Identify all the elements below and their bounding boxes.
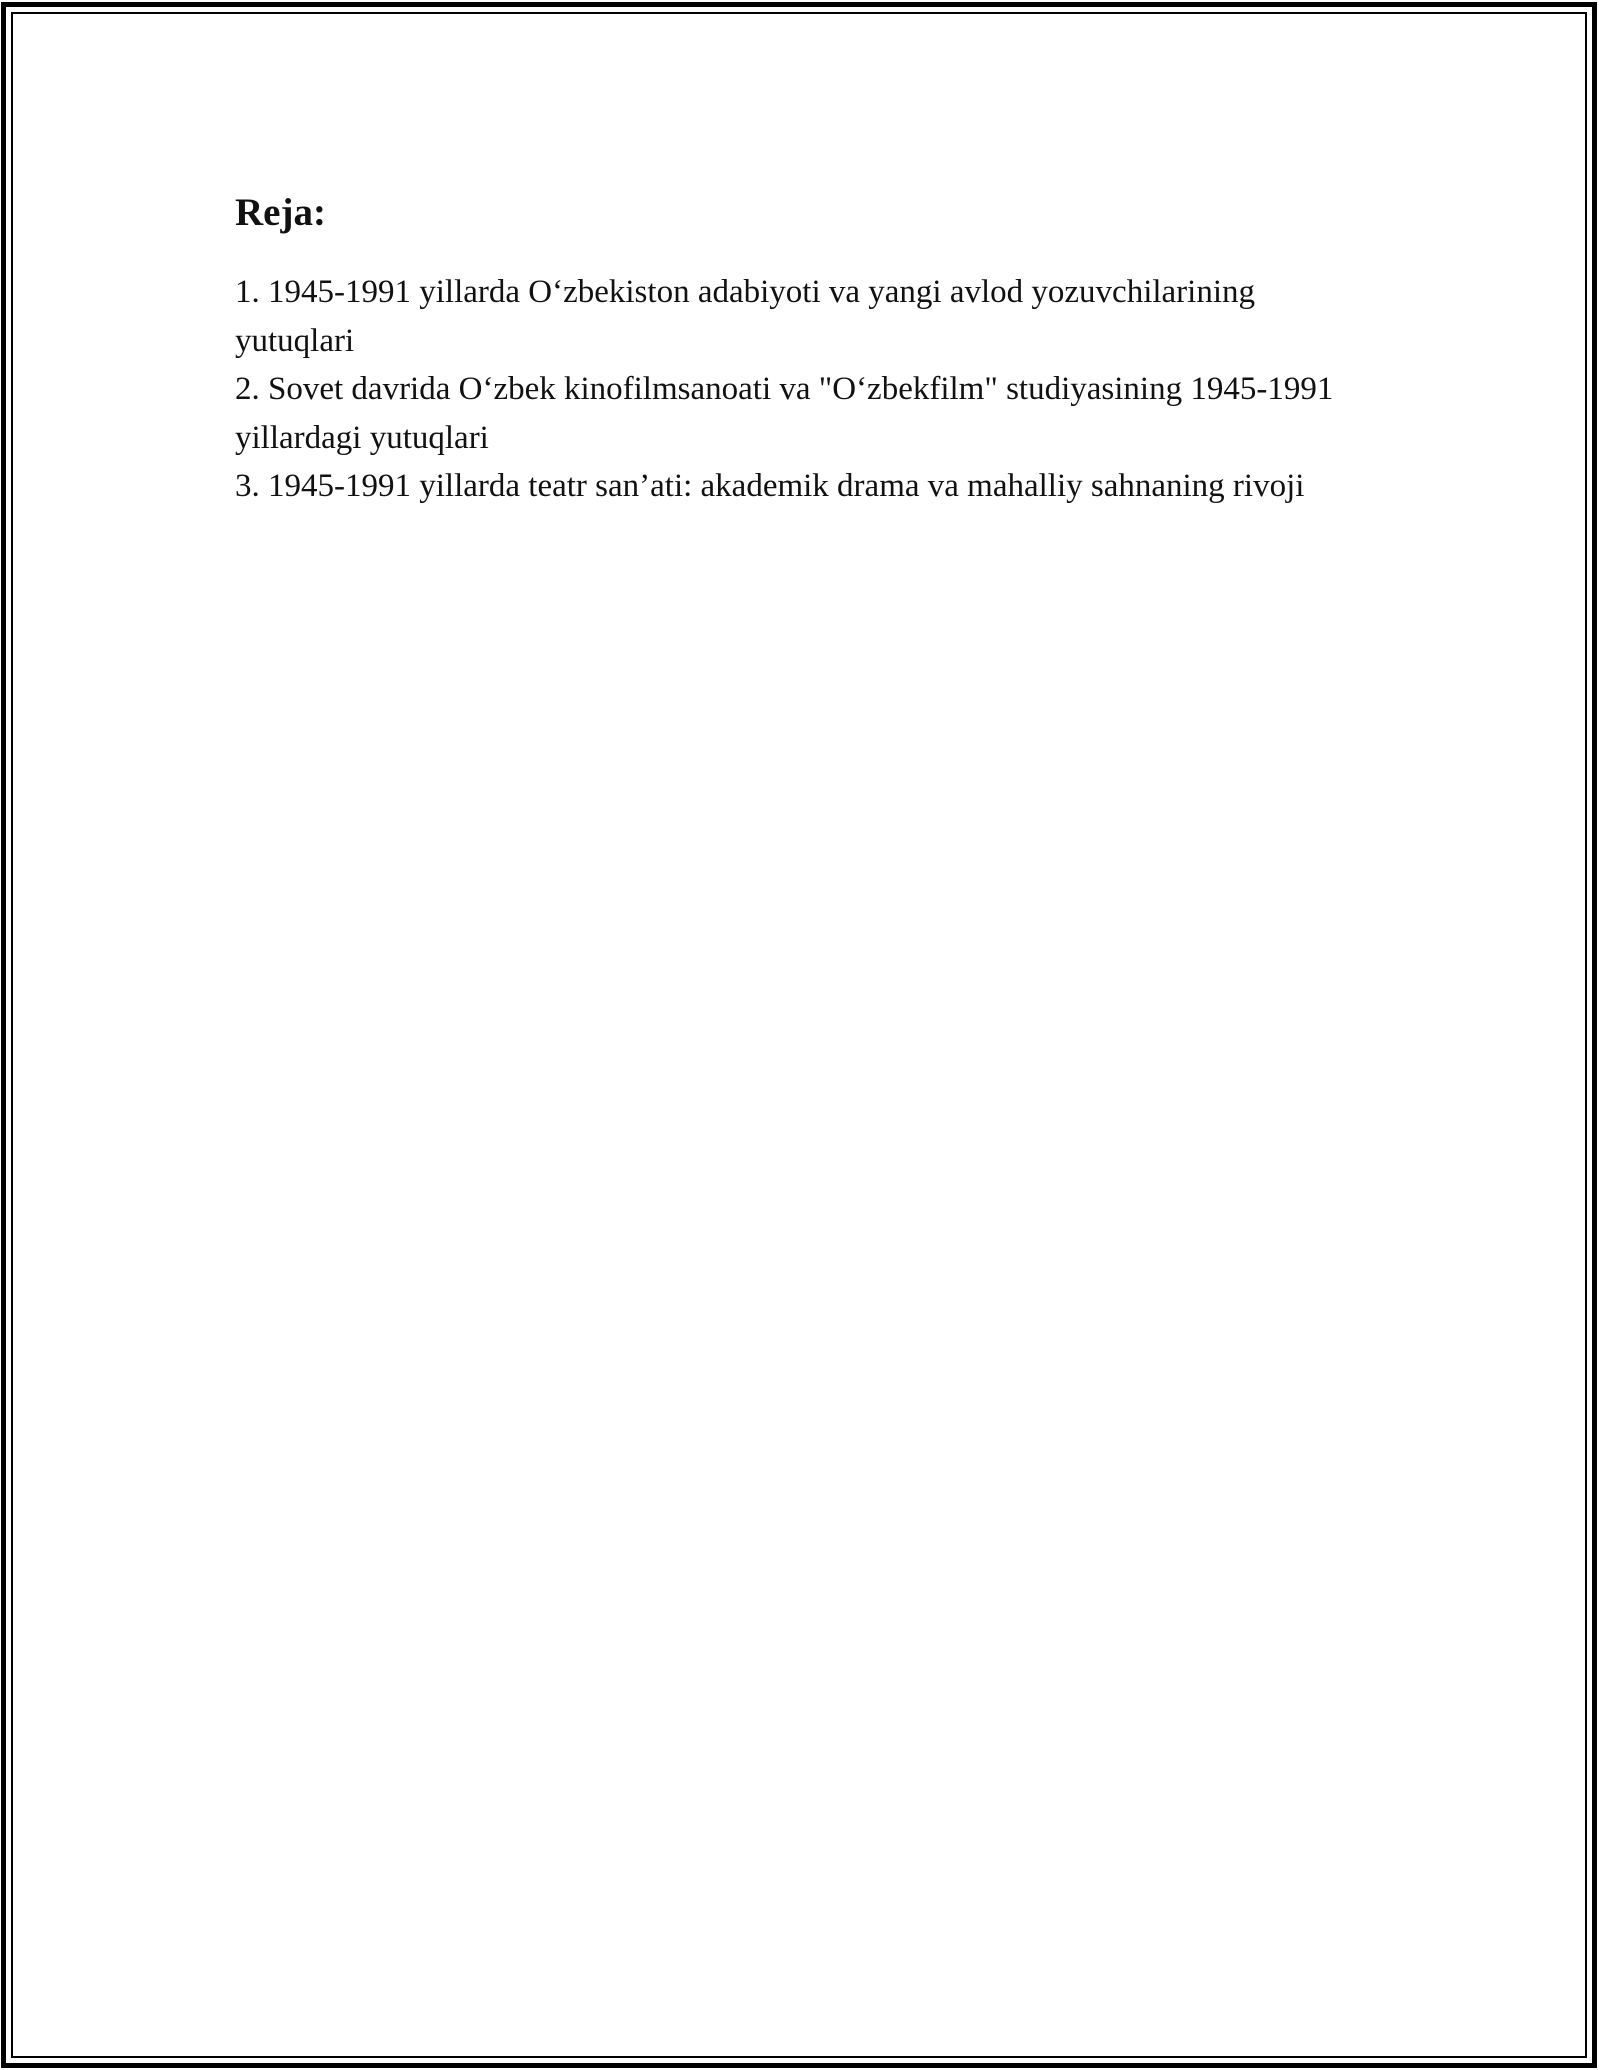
plan-list	[235, 268, 1365, 511]
plan-item-2: 2. Sovet davrida O‘zbek kinofilmsanoati va "O‘zbekfilm" studiyasining 1945-1991 yillardagi yutuqlari	[235, 371, 1334, 456]
plan-item-3: 3. 1945-1991 yillarda teatr san’ati: akademik drama va mahalliy sahnaning rivoji	[235, 468, 1305, 504]
plan-heading: Reja:	[235, 191, 326, 234]
page-content	[235, 180, 1365, 511]
plan-item-1: 1. 1945-1991 yillarda O‘zbekiston adabiyoti va yangi avlod yozuvchilarining yutuqlari	[235, 274, 1256, 359]
